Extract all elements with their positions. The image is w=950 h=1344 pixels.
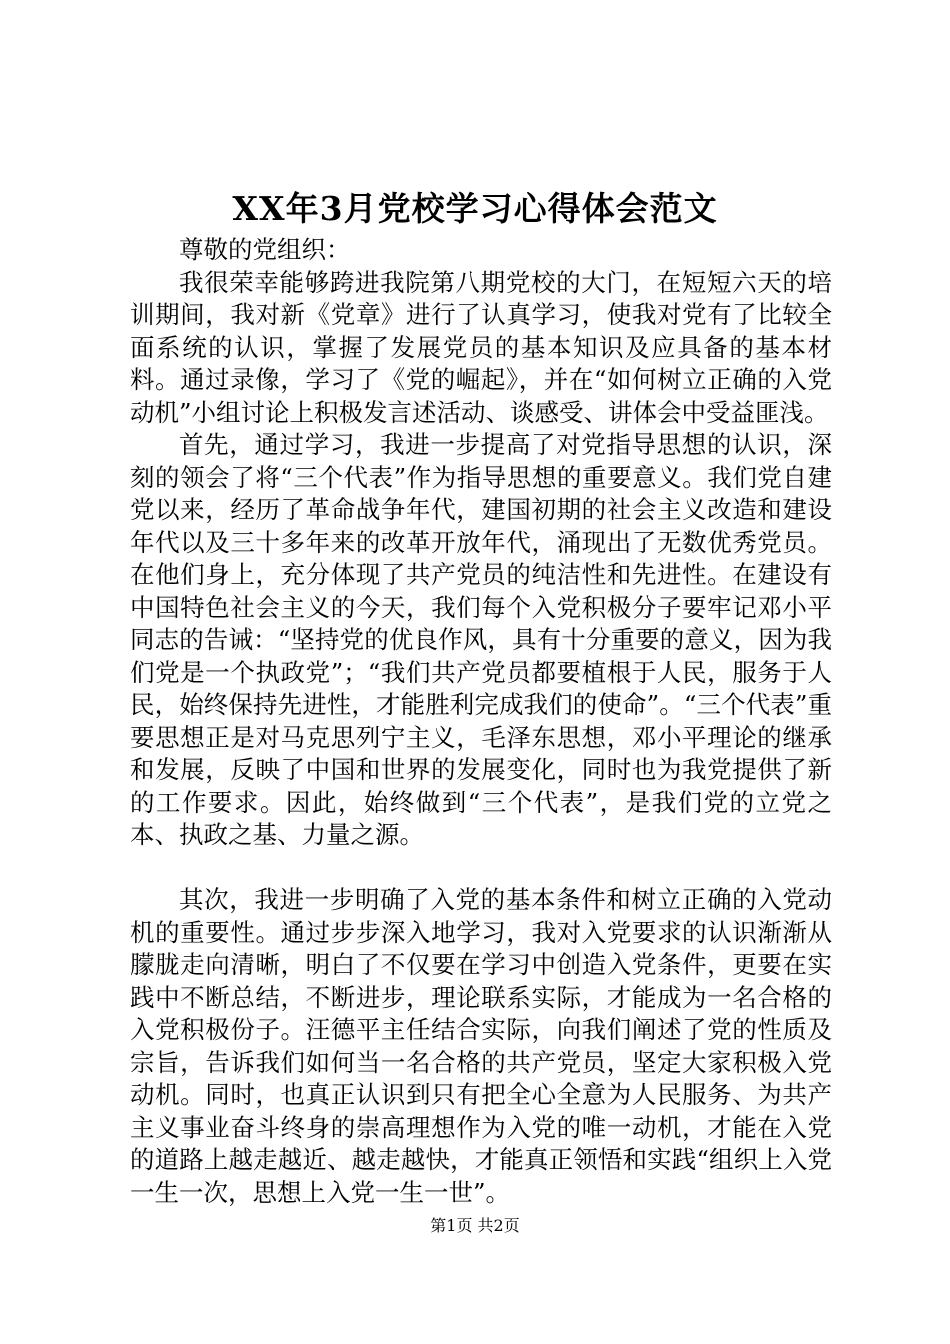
paragraph-first-point: 首先，通过学习，我进一步提高了对党指导思想的认识，深刻的领会了将“三个代表”作为指导思想的重要意义。我们党自建党以来，经历了革命战争年代，建国初期的社会主义改造和建设年代以及三十多年来的改革开放年代，涌现出了无数优秀党员。在他们身上，充分体现了共产党员的纯洁性和先进性。在建设有中国特色社会主义的今天，我们每个入党积极分子要牢记邓小平同志的告诫：“坚持党的优良作风，具有十分重要的意义，因为我们党是一个执政党”；“我们共产党员都要植根于人民，服务于人民，始终保持先进性，才能胜利完成我们的使命”。“三个代表”重要思想正是对马克思列宁主义，毛泽东思想，邓小平理论的继承和发展，反映了中国和世界的发展变化，同时也为我党提供了新的工作要求。因此，始终做到“三个代表”，是我们党的立党之本、执政之基、力量之源。 [130,430,832,849]
document-title: XX年3月党校学习心得体会范文 [232,189,718,228]
page-number: 第1页 共2页 [430,1216,520,1235]
document-body [130,234,832,1209]
paragraph-intro: 我很荣幸能够跨进我院第八期党校的大门，在短短六天的培训期间，我对新《党章》进行了认真学习，使我对党有了比较全面系统的认识，掌握了发展党员的基本知识及应具备的基本材料。通过录像，学习了《党的崛起》，并在“如何树立正确的入党动机”小组讨论上积极发言述活动、谈感受、讲体会中受益匪浅。 [130,267,832,427]
salutation: 尊敬的党组织： [179,235,351,264]
paragraph-second-point: 其次，我进一步明确了入党的基本条件和树立正确的入党动机的重要性。通过步步深入地学习，我对入党要求的认识渐渐从朦胧走向清晰，明白了不仅要在学习中创造入党条件，更要在实践中不断总结，不断进步，理论联系实际，才能成为一名合格的入党积极份子。汪德平主任结合实际，向我们阐述了党的性质及宗旨，告诉我们如何当一名合格的共产党员，坚定大家积极入党动机。同时，也真正认识到只有把全心全意为人民服务、为共产主义事业奋斗终身的崇高理想作为入党的唯一动机，才能在入党的道路上越走越近、越走越快，才能真正领悟和实践“组织上入党一生一次，思想上入党一生一世”。 [130,885,832,1207]
